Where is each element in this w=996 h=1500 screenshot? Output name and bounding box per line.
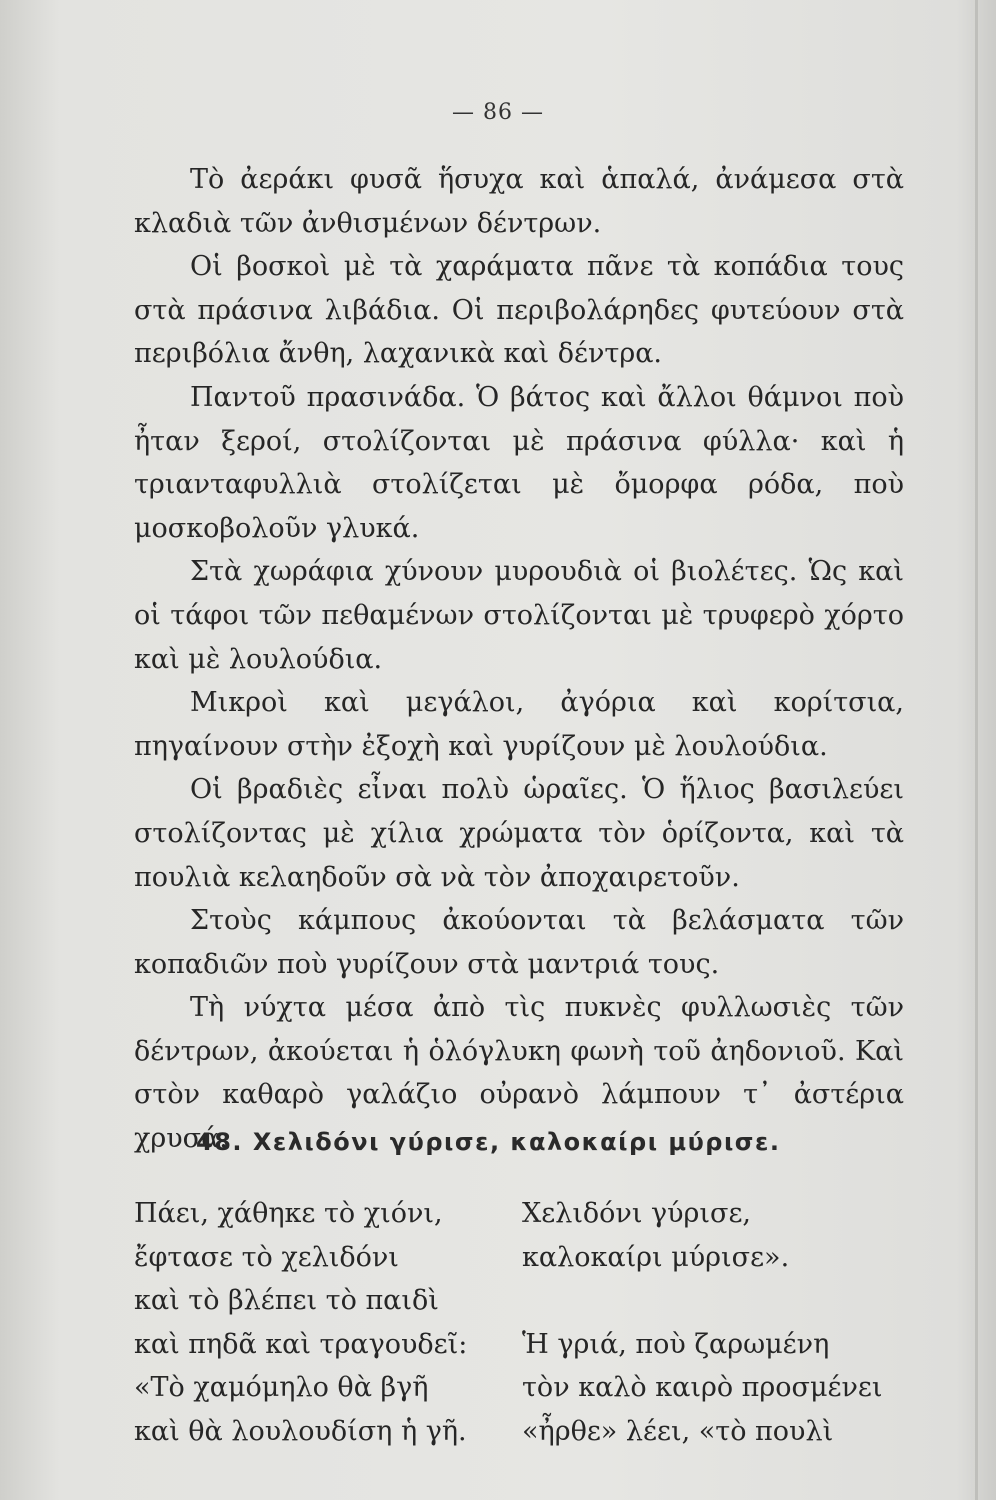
poem-verse: καὶ θὰ λουλουδίση ἡ γῆ. bbox=[134, 1415, 467, 1447]
paragraph: Στοὺς κάμπους ἀκούονται τὰ βελάσματα τῶν κοπαδιῶν ποὺ γυρίζουν στὰ μαντριά τους. bbox=[134, 905, 904, 980]
paragraph: Μικροὶ καὶ μεγάλοι, ἀγόρια καὶ κορίτσια, πηγαίνουν στὴν ἐξοχὴ καὶ γυρίζουν μὲ λουλούδια. bbox=[134, 687, 904, 762]
paragraph: Τὴ νύχτα μέσα ἀπὸ τὶς πυκνὲς φυλλωσιὲς τῶν δέντρων, ἀκούεται ἡ ὁλόγλυκη φωνὴ τοῦ ἀηδονιοῦ. Καὶ στὸν καθαρὸ γαλάζιο οὐρανὸ λάμπουν τ᾽ ἀστέρια χρυσά. bbox=[134, 992, 904, 1155]
poem-verse: τὸν καλὸ καιρὸ προσμένει bbox=[522, 1372, 883, 1404]
poem-left-column bbox=[134, 1192, 504, 1454]
body-text bbox=[134, 158, 904, 1161]
page-edge bbox=[975, 0, 978, 1500]
paragraph: Τὸ ἀεράκι φυσᾶ ἥσυχα καὶ ἁπαλά, ἀνάμεσα στὰ κλαδιὰ τῶν ἀνθισμένων δέντρων. bbox=[134, 164, 904, 239]
poem-verse: καὶ τὸ βλέπει τὸ παιδὶ bbox=[134, 1285, 439, 1317]
paragraph: Οἱ βραδιὲς εἶναι πολὺ ὡραῖες. Ὁ ἥλιος βασιλεύει στολίζοντας μὲ χίλια χρώματα τὸν ὁρίζοντα, καὶ τὰ πουλιὰ κελαηδοῦν σὰ νὰ τὸν ἀποχαιρετοῦν. bbox=[134, 774, 904, 893]
poem-verse: «ἦρθε» λέει, «τὸ πουλὶ bbox=[522, 1415, 834, 1447]
poem-verse: ἔφτασε τὸ χελιδόνι bbox=[134, 1241, 399, 1273]
poem-verse: Ἡ γριά, ποὺ ζαρωμένη bbox=[522, 1328, 830, 1360]
poem-verse: καλοκαίρι μύρισε». bbox=[522, 1241, 790, 1273]
section-title: 48. Χελιδόνι γύρισε, καλοκαίρι μύρισε. bbox=[196, 1128, 781, 1156]
poem-verse: καὶ πηδᾶ καὶ τραγουδεῖ: bbox=[134, 1328, 468, 1360]
poem-verse: Πάει, χάθηκε τὸ χιόνι, bbox=[134, 1198, 443, 1229]
poem-verse: Χελιδόνι γύρισε, bbox=[522, 1198, 752, 1229]
stanza-gap bbox=[522, 1279, 912, 1323]
paragraph: Οἱ βοσκοὶ μὲ τὰ χαράματα πᾶνε τὰ κοπάδια τους στὰ πράσινα λιβάδια. Οἱ περιβολάρηδες φυτεύουν στὰ περιβόλια ἄνθη, λαχανικὰ καὶ δέντρα. bbox=[134, 251, 904, 370]
paragraph: Στὰ χωράφια χύνουν μυρουδιὰ οἱ βιολέτες. Ὡς καὶ οἱ τάφοι τῶν πεθαμένων στολίζονται μὲ τρυφερὸ χόρτο καὶ μὲ λουλούδια. bbox=[134, 556, 904, 675]
poem-verse: «Τὸ χαμόμηλο θὰ βγῆ bbox=[134, 1372, 429, 1404]
paragraph: Παντοῦ πρασινάδα. Ὁ βάτος καὶ ἄλλοι θάμνοι ποὺ ἦταν ξεροί, στολίζονται μὲ πράσινα φύλλα· καὶ ἡ τριανταφυλλιὰ στολίζεται μὲ ὄμορφα ρόδα, ποὺ μοσκοβολοῦν γλυκά. bbox=[134, 381, 904, 544]
page-number: — 86 — bbox=[452, 100, 544, 125]
poem-right-column bbox=[522, 1192, 912, 1454]
